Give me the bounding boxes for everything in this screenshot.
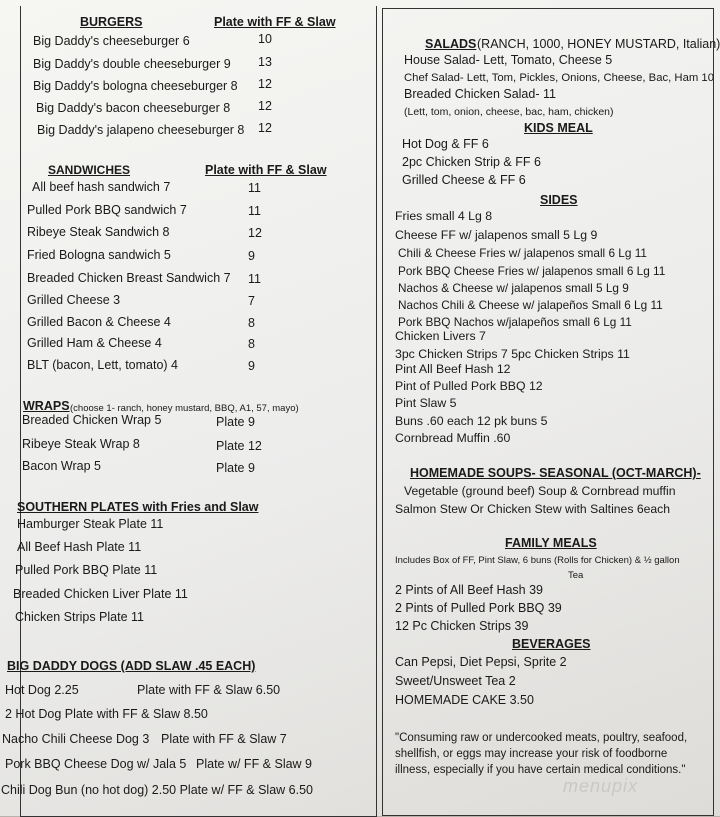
burger-plate-price: 10 [258, 32, 272, 46]
sandwich-plate-price: 11 [248, 181, 261, 195]
wrap-plate-price: Plate 9 [216, 461, 255, 475]
kids-meal-item: Grilled Cheese & FF 6 [402, 173, 526, 187]
sandwich-plate-price: 11 [248, 204, 261, 218]
wrap-item-name: Ribeye Steak Wrap 8 [22, 437, 140, 451]
side-item: Chicken Livers 7 [395, 329, 486, 343]
southern-plate-item: Hamburger Steak Plate 11 [17, 517, 164, 531]
side-item: Buns .60 each 12 pk buns 5 [395, 414, 548, 428]
wrap-plate-price: Plate 9 [216, 415, 255, 429]
side-item: Fries small 4 Lg 8 [395, 209, 493, 223]
burger-plate-price: 12 [258, 99, 272, 113]
side-item: Nachos & Cheese w/ jalapenos small 5 Lg 9 [398, 281, 629, 295]
family-meal-item: 2 Pints of All Beef Hash 39 [395, 583, 544, 597]
homemade-soups-heading: HOMEMADE SOUPS- SEASONAL (OCT-MARCH)- [410, 466, 701, 480]
sandwich-plate-price: 8 [248, 316, 255, 330]
burger-item-name: Big Daddy's bologna cheeseburger 8 [33, 79, 238, 93]
salad-item-note: (Lett, tom, onion, cheese, bac, ham, chicken) [404, 106, 614, 118]
hot-dog-item-name: Hot Dog 2.25 [5, 683, 79, 697]
soup-item: Salmon Stew Or Chicken Stew with Saltines 6each [395, 502, 671, 516]
soup-item: Vegetable (ground beef) Soup & Cornbread muffin [404, 484, 676, 498]
burger-plate-price: 12 [258, 77, 272, 91]
beverages-heading: BEVERAGES [512, 637, 591, 651]
sandwich-item-name: Grilled Ham & Cheese 4 [27, 336, 162, 350]
family-meal-item: 2 Pints of Pulled Pork BBQ 39 [395, 601, 562, 615]
southern-plates-heading: SOUTHERN PLATES with Fries and Slaw [17, 500, 259, 514]
sides-heading: SIDES [540, 193, 578, 207]
consumer-advisory-line: illness, especially if you have certain medical conditions." [395, 764, 686, 776]
sandwich-plate-price: 9 [248, 359, 255, 373]
side-item: Pork BBQ Cheese Fries w/ jalapenos small 6 Lg 11 [398, 264, 666, 278]
family-meals-note: Tea [568, 570, 584, 581]
hot-dog-plate-price: Plate w/ FF & Slaw 9 [196, 757, 313, 771]
southern-plate-item: All Beef Hash Plate 11 [17, 540, 142, 554]
sandwich-item-name: Breaded Chicken Breast Sandwich 7 [27, 271, 231, 285]
sandwich-plate-price: 7 [248, 294, 255, 308]
sandwich-plate-price: 12 [248, 226, 262, 240]
sandwich-item-name: All beef hash sandwich 7 [32, 180, 171, 194]
salad-dressings: (RANCH, 1000, HONEY MUSTARD, Italian) [477, 37, 720, 51]
southern-plate-item: Chicken Strips Plate 11 [15, 610, 144, 624]
wraps-heading: WRAPS [23, 399, 70, 413]
beverage-item: Can Pepsi, Diet Pepsi, Sprite 2 [395, 655, 567, 669]
hot-dog-item-name: Nacho Chili Cheese Dog 3 [2, 732, 150, 746]
family-meal-item: 12 Pc Chicken Strips 39 [395, 619, 529, 633]
sandwich-item-name: BLT (bacon, Lett, tomato) 4 [27, 358, 179, 372]
side-item: Chili & Cheese Fries w/ jalapenos small 6 Lg 11 [398, 246, 647, 260]
family-meals-note: Includes Box of FF, Pint Slaw, 6 buns (Rolls for Chicken) & ½ gallon [395, 555, 680, 566]
kids-meal-heading: KIDS MEAL [524, 121, 593, 135]
wrap-plate-price: Plate 12 [216, 439, 262, 453]
side-item: Cornbread Muffin .60 [395, 431, 511, 445]
wrap-item-name: Bacon Wrap 5 [22, 459, 101, 473]
sandwiches-plate-heading: Plate with FF & Slaw [205, 163, 327, 177]
hot-dog-item-name: Chili Dog Bun (no hot dog) 2.50 Plate w/ FF & Slaw 6.50 [1, 783, 313, 797]
sandwich-item-name: Ribeye Steak Sandwich 8 [27, 225, 170, 239]
burgers-heading: BURGERS [80, 15, 143, 29]
salads-heading: SALADS [425, 37, 477, 51]
kids-meal-item: 2pc Chicken Strip & FF 6 [402, 155, 541, 169]
side-item: Pint All Beef Hash 12 [395, 362, 511, 376]
hot-dog-item-name: 2 Hot Dog Plate with FF & Slaw 8.50 [5, 707, 208, 721]
burger-plate-price: 12 [258, 121, 272, 135]
burgers-plate-heading: Plate with FF & Slaw [214, 15, 336, 29]
hot-dog-item-name: Pork BBQ Cheese Dog w/ Jala 5 [5, 757, 187, 771]
sandwich-item-name: Grilled Cheese 3 [27, 293, 121, 307]
side-item: Pint Slaw 5 [395, 396, 457, 410]
salad-item: Chef Salad- Lett, Tom, Pickles, Onions, Cheese, Bac, Ham 10 [404, 72, 714, 84]
consumer-advisory-line: shellfish, or eggs may increase your risk of foodborne [395, 748, 668, 760]
salad-item: House Salad- Lett, Tomato, Cheese 5 [404, 53, 613, 67]
sandwich-plate-price: 8 [248, 337, 255, 351]
kids-meal-item: Hot Dog & FF 6 [402, 137, 489, 151]
wraps-note: (choose 1- ranch, honey mustard, BBQ, A1, 57, mayo) [70, 403, 299, 414]
hot-dog-plate-price: Plate with FF & Slaw 6.50 [137, 683, 281, 697]
big-daddy-dogs-heading: BIG DADDY DOGS (ADD SLAW .45 EACH) [7, 659, 256, 673]
burger-plate-price: 13 [258, 55, 272, 69]
watermark: menupix [563, 776, 639, 796]
side-item: Cheese FF w/ jalapenos small 5 Lg 9 [395, 228, 598, 242]
beverage-item: Sweet/Unsweet Tea 2 [395, 674, 516, 688]
burger-item-name: Big Daddy's jalapeno cheeseburger 8 [37, 123, 245, 137]
sandwich-plate-price: 9 [248, 249, 255, 263]
wrap-item-name: Breaded Chicken Wrap 5 [22, 413, 162, 427]
side-item: Nachos Chili & Cheese w/ jalapeños Small 6 Lg 11 [398, 298, 663, 312]
sandwich-plate-price: 11 [248, 272, 261, 286]
side-item: Pork BBQ Nachos w/jalapeños small 6 Lg 11 [398, 315, 632, 329]
sandwich-item-name: Pulled Pork BBQ sandwich 7 [27, 203, 187, 217]
beverage-item: HOMEMADE CAKE 3.50 [395, 693, 534, 707]
consumer-advisory-line: "Consuming raw or undercooked meats, poultry, seafood, [395, 732, 688, 744]
southern-plate-item: Pulled Pork BBQ Plate 11 [15, 563, 158, 577]
side-item: 3pc Chicken Strips 7 5pc Chicken Strips 11 [395, 347, 630, 361]
sandwich-item-name: Fried Bologna sandwich 5 [27, 248, 171, 262]
side-item: Pint of Pulled Pork BBQ 12 [395, 379, 543, 393]
family-meals-heading: FAMILY MEALS [505, 536, 597, 550]
southern-plate-item: Breaded Chicken Liver Plate 11 [13, 587, 188, 601]
burger-item-name: Big Daddy's double cheeseburger 9 [33, 57, 231, 71]
salad-item: Breaded Chicken Salad- 11 [404, 87, 556, 101]
burger-item-name: Big Daddy's cheeseburger 6 [33, 34, 190, 48]
hot-dog-plate-price: Plate with FF & Slaw 7 [161, 732, 287, 746]
sandwich-item-name: Grilled Bacon & Cheese 4 [27, 315, 171, 329]
burger-item-name: Big Daddy's bacon cheeseburger 8 [36, 101, 231, 115]
sandwiches-heading: SANDWICHES [48, 163, 131, 177]
